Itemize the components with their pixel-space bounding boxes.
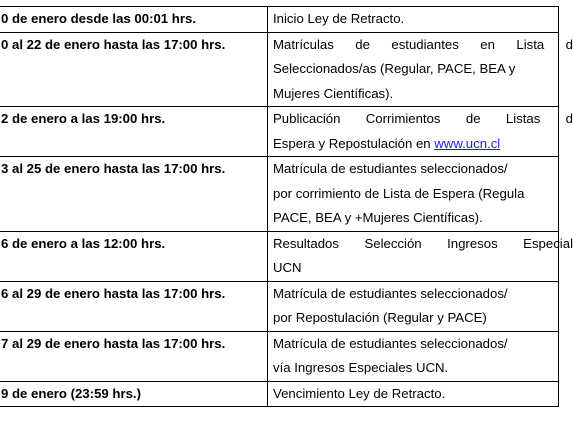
description-cell xyxy=(268,331,559,381)
schedule-table-container xyxy=(0,6,573,407)
description-line: Resultados Selección Ingresos Especial xyxy=(273,235,573,251)
ucn-website-link[interactable]: www.ucn.cl xyxy=(434,135,501,151)
date-text: 0 de enero desde las 00:01 hrs. xyxy=(1,11,196,26)
date-text: 6 de enero a las 12:00 hrs. xyxy=(1,235,166,251)
date-text: 0 al 22 de enero hasta las 17:00 hrs. xyxy=(1,36,226,52)
description-cell xyxy=(268,381,559,407)
description-cell xyxy=(268,231,573,281)
description-line: por Repostulación (Regular y PACE) xyxy=(273,310,487,325)
table-row xyxy=(0,281,559,331)
table-row xyxy=(0,7,559,33)
date-text: 9 de enero (23:59 hrs.) xyxy=(1,385,141,401)
date-cell xyxy=(0,381,268,407)
description-line: vía Ingresos Especiales UCN. xyxy=(273,360,449,375)
date-cell xyxy=(0,281,268,331)
description-line: UCN xyxy=(273,260,302,275)
date-cell xyxy=(0,157,268,232)
description-line: Inicio Ley de Retracto. xyxy=(273,11,405,26)
date-text: 6 al 29 de enero hasta las 17:00 hrs. xyxy=(1,285,226,301)
description-cell xyxy=(268,281,559,331)
description-text: Espera y Repostulación en xyxy=(273,135,435,151)
description-line-with-link xyxy=(273,132,558,157)
description-line: Matrícula de estudiantes seleccionados/ xyxy=(273,335,508,351)
date-cell xyxy=(0,7,268,33)
description-line: Publicación Corrimientos de Listas d xyxy=(273,111,573,126)
date-text: 7 al 29 de enero hasta las 17:00 hrs. xyxy=(1,335,226,351)
table-row xyxy=(0,107,559,157)
date-cell xyxy=(0,107,268,157)
date-cell xyxy=(0,32,268,107)
description-cell xyxy=(268,7,559,33)
table-row xyxy=(0,157,559,232)
description-cell xyxy=(268,107,573,157)
date-text: 3 al 25 de enero hasta las 17:00 hrs. xyxy=(1,161,226,176)
description-line: Vencimiento Ley de Retracto. xyxy=(273,385,446,401)
table-row xyxy=(0,32,559,107)
description-line: PACE, BEA y +Mujeres Científicas). xyxy=(273,210,483,225)
description-line: por corrimiento de Lista de Espera (Regula xyxy=(273,185,525,201)
table-row xyxy=(0,381,559,407)
description-line: Matrícula de estudiantes seleccionados/ xyxy=(273,285,508,301)
date-text: 2 de enero a las 19:00 hrs. xyxy=(1,111,166,126)
description-line: Matrícula de estudiantes seleccionados/ xyxy=(273,161,508,176)
table-row xyxy=(0,331,559,381)
description-line: Matrículas de estudiantes en Lista d xyxy=(273,36,573,52)
schedule-table xyxy=(0,6,573,407)
description-cell xyxy=(268,32,573,107)
description-line: Seleccionados/as (Regular, PACE, BEA y xyxy=(273,61,516,76)
date-cell xyxy=(0,331,268,381)
table-row xyxy=(0,231,559,281)
description-line: Mujeres Científicas). xyxy=(273,85,394,101)
description-cell xyxy=(268,157,559,232)
date-cell xyxy=(0,231,268,281)
